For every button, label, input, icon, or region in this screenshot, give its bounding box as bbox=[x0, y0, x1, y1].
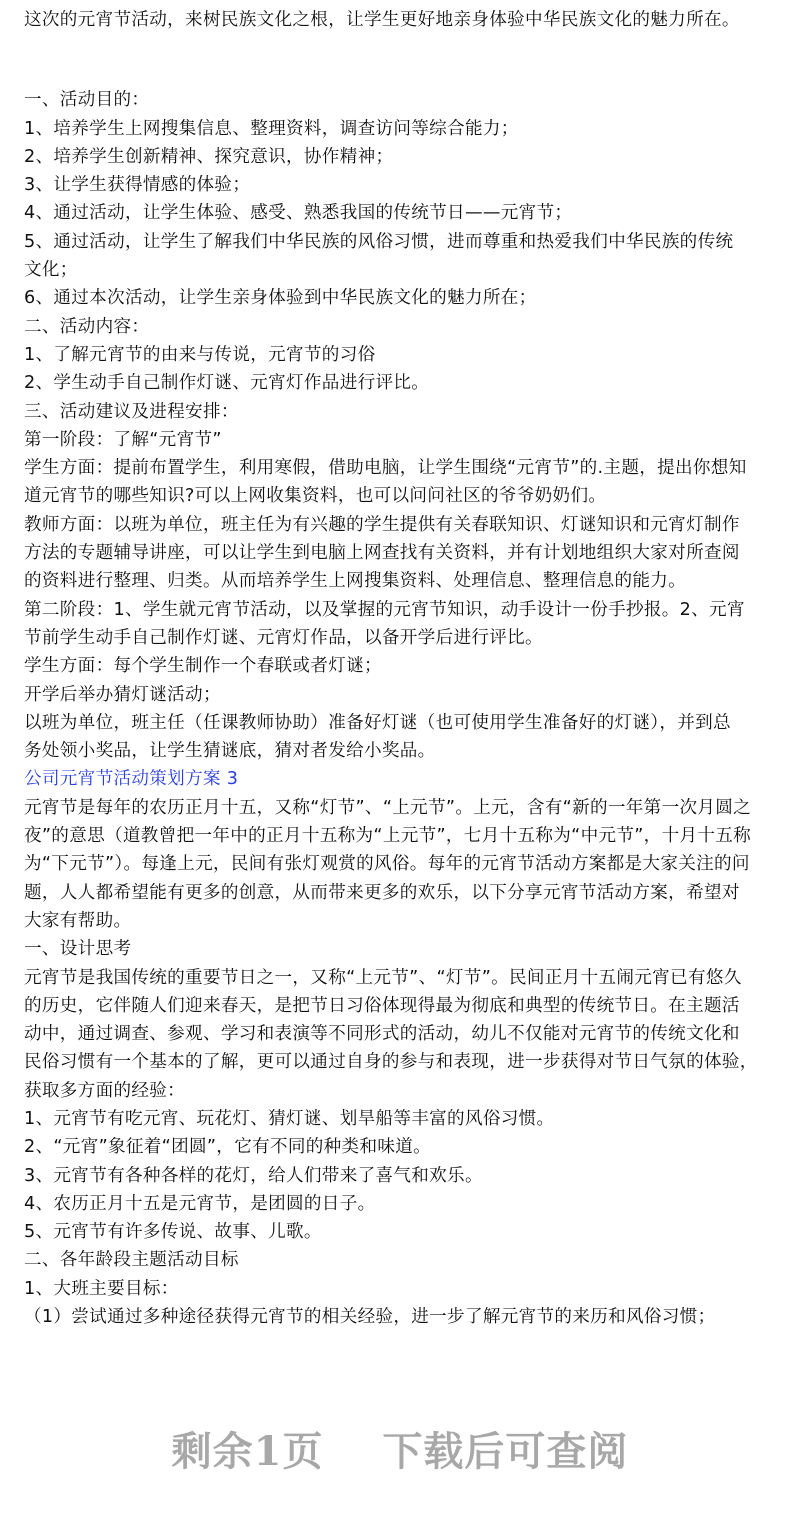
text-line: 动中，通过调查、参观、学习和表演等不同形式的活动，幼儿不仅能对元宵节的传统文化和 bbox=[24, 1024, 740, 1045]
download-to-view-text: 下载后可查阅 bbox=[382, 1428, 629, 1475]
section-block-1 bbox=[24, 86, 780, 765]
text-line: 2、“元宵”象征着“团圆”，它有不同的种类和味道。 bbox=[24, 1137, 432, 1158]
text-line: 1、元宵节有吃元宵、玩花灯、猜灯谜、划旱船等丰富的风俗习惯。 bbox=[24, 1108, 555, 1129]
text-line: 2、学生动手自己制作灯谜、元宵灯作品进行评比。 bbox=[24, 373, 430, 394]
text-line: 民俗习惯有一个基本的了解，更可以通过自身的参与和表现，进一步获得对节日气氛的体验， bbox=[24, 1052, 758, 1073]
text-line: 文化； bbox=[24, 260, 78, 281]
text-line: 节前学生动手自己制作灯谜、元宵灯作品，以备开学后进行评比。 bbox=[24, 627, 543, 648]
text-line: 2、培养学生创新精神、探究意识，协作精神； bbox=[24, 146, 394, 167]
text-line: 的历史，它伴随人们迎来春天，是把节日习俗体现得最为彻底和典型的传统节日。在主题活 bbox=[24, 995, 740, 1016]
text-line: 务处领小奖品，让学生猜谜底，猜对者发给小奖品。 bbox=[24, 741, 436, 762]
text-line: 学生方面：每个学生制作一个春联或者灯谜； bbox=[24, 656, 382, 677]
text-line: 5、元宵节有许多传说、故事、儿歌。 bbox=[24, 1222, 322, 1243]
text-line: 1、大班主要目标： bbox=[24, 1278, 179, 1299]
intro-line: 这次的元宵节活动，来树民族文化之根，让学生更好地亲身体验中华民族文化的魅力所在。 bbox=[24, 10, 740, 30]
text-line: 夜”的意思（道教曾把一年中的正月十五称为“上元节”，七月十五称为“中元节”，十月十五称 bbox=[24, 826, 752, 847]
text-line: 第二阶段：1、学生就元宵节活动，以及掌握的元宵节知识，动手设计一份手抄报。2、元宵 bbox=[24, 599, 745, 620]
text-line: 元宵节是每年的农历正月十五，又称“灯节”、“上元节”。上元，含有“新的一年第一次月圆之 bbox=[24, 797, 752, 818]
text-line: 1、了解元宵节的由来与传说，元宵节的习俗 bbox=[24, 344, 376, 365]
download-prompt[interactable] bbox=[0, 1420, 800, 1477]
text-line: 6、通过本次活动，让学生亲身体验到中华民族文化的魅力所在； bbox=[24, 288, 537, 309]
text-line: 的资料进行整理、归类。从而培养学生上网搜集资料、处理信息、整理信息的能力。 bbox=[24, 571, 687, 592]
text-line: 第一阶段：了解“元宵节” bbox=[24, 429, 222, 450]
text-line: 一、设计思考 bbox=[24, 939, 132, 960]
text-line: 3、元宵节有各种各样的花灯，给人们带来了喜气和欢乐。 bbox=[24, 1165, 483, 1186]
text-line: 大家有帮助。 bbox=[24, 910, 132, 931]
document-body bbox=[24, 6, 780, 1331]
text-line: 4、农历正月十五是元宵节，是团圆的日子。 bbox=[24, 1193, 376, 1214]
text-line: 一、活动目的： bbox=[24, 90, 150, 111]
section-block-2 bbox=[24, 794, 780, 1332]
remaining-pages-text: 剩余1页 bbox=[171, 1428, 324, 1475]
text-line: 二、各年龄段主题活动目标 bbox=[24, 1250, 239, 1271]
text-line: 元宵节是我国传统的重要节日之一，又称“上元节”、“灯节”。民间正月十五闹元宵已有悠久 bbox=[24, 967, 742, 988]
text-line: 二、活动内容： bbox=[24, 316, 150, 337]
text-line: 题，人人都希望能有更多的创意，从而带来更多的欢乐，以下分享元宵节活动方案，希望对 bbox=[24, 882, 740, 903]
text-line: 以班为单位，班主任（任课教师协助）准备好灯谜（也可使用学生准备好的灯谜），并到总 bbox=[24, 712, 731, 733]
text-line: （1）尝试通过多种途径获得元宵节的相关经验，进一步了解元宵节的来历和风俗习惯； bbox=[24, 1307, 716, 1328]
text-line: 学生方面：提前布置学生，利用寒假，借助电脑，让学生围绕“元宵节”的.主题，提出你想知 bbox=[24, 458, 747, 479]
text-line: 1、培养学生上网搜集信息、整理资料，调查访问等综合能力； bbox=[24, 118, 519, 139]
text-line: 三、活动建议及进程安排： bbox=[24, 401, 239, 422]
text-line: 为“下元节”）。每逢上元，民间有张灯观赏的风俗。每年的元宵节活动方案都是大家关注的问 bbox=[24, 854, 750, 875]
text-line: 教师方面：以班为单位，班主任为有兴趣的学生提供有关春联知识、灯谜知识和元宵灯制作 bbox=[24, 514, 740, 535]
text-line: 开学后举办猜灯谜活动； bbox=[24, 684, 221, 705]
text-line: 获取多方面的经验： bbox=[24, 1080, 186, 1101]
text-line: 道元宵节的哪些知识?可以上网收集资料，也可以问问社区的爷爷奶奶们。 bbox=[24, 486, 607, 507]
text-line: 5、通过活动，让学生了解我们中华民族的风俗习惯，进而尊重和热爱我们中华民族的传统 bbox=[24, 231, 734, 252]
section-link[interactable]: 公司元宵节活动策划方案 3 bbox=[24, 769, 239, 790]
spacer bbox=[24, 34, 780, 86]
text-line: 方法的专题辅导讲座，可以让学生到电脑上网查找有关资料，并有计划地组织大家对所查阅 bbox=[24, 543, 740, 564]
text-line: 3、让学生获得情感的体验； bbox=[24, 175, 251, 196]
text-line: 4、通过活动，让学生体验、感受、熟悉我国的传统节日——元宵节； bbox=[24, 203, 573, 224]
